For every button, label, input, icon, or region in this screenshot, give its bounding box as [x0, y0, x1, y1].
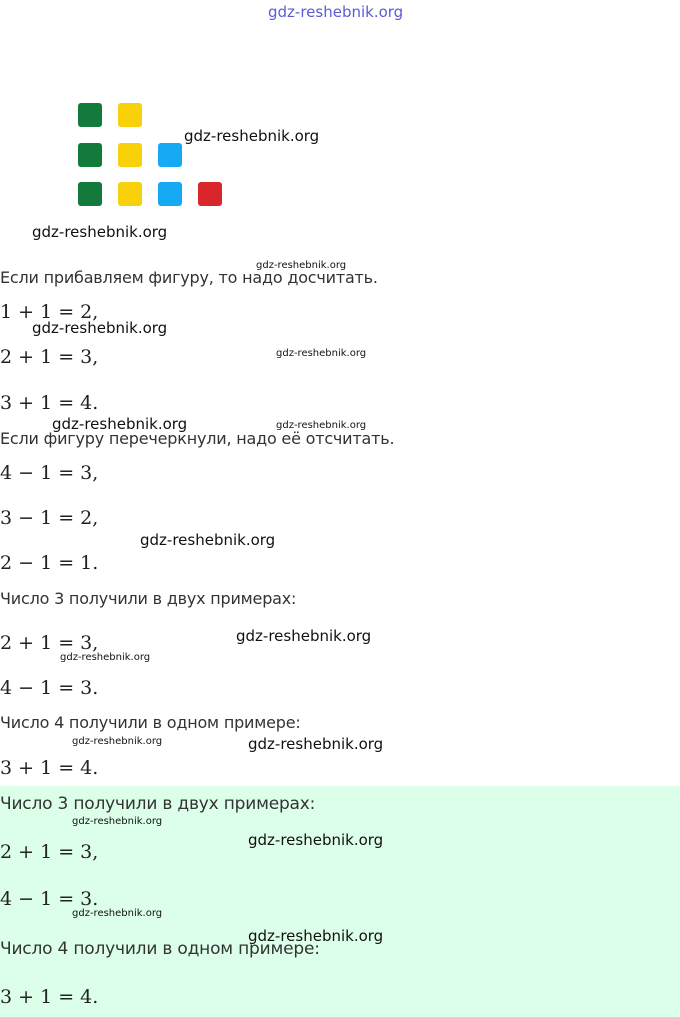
three-text: Число 3 получили в двух примерах: — [0, 589, 297, 608]
four-text: Число 4 получили в одном примере: — [0, 713, 301, 732]
answer-equation: 4 − 1 = 3. — [0, 888, 99, 910]
watermark: gdz-reshebnik.org — [72, 908, 163, 919]
square-blue — [158, 182, 182, 206]
add-rule-text: Если прибавляем фигуру, то надо досчитать. — [0, 268, 378, 287]
square-yellow — [118, 182, 142, 206]
equation: 2 + 1 = 3, — [0, 346, 99, 368]
equation: 2 + 1 = 3, — [0, 632, 99, 654]
watermark: gdz-reshebnik.org — [140, 531, 276, 549]
watermark: gdz-reshebnik.org — [32, 319, 168, 337]
equation: 4 − 1 = 3. — [0, 677, 99, 699]
watermark: gdz-reshebnik.org — [248, 927, 384, 945]
equation: 2 − 1 = 1. — [0, 552, 99, 574]
equation: 3 + 1 = 4. — [0, 757, 99, 779]
equation: 3 + 1 = 4. — [0, 392, 99, 414]
watermark: gdz-reshebnik.org — [256, 260, 347, 271]
equation: 4 − 1 = 3, — [0, 462, 99, 484]
watermark: gdz-reshebnik.org — [184, 127, 320, 145]
watermark: gdz-reshebnik.org — [32, 223, 168, 241]
watermark: gdz-reshebnik.org — [72, 816, 163, 827]
square-green — [78, 182, 102, 206]
watermark: gdz-reshebnik.org — [72, 736, 163, 747]
answer-four-text: Число 4 получили в одном примере: — [0, 939, 320, 959]
square-green — [78, 103, 102, 127]
equation: 1 + 1 = 2, — [0, 301, 99, 323]
equation: 3 − 1 = 2, — [0, 507, 99, 529]
square-yellow — [118, 103, 142, 127]
watermark: gdz-reshebnik.org — [60, 652, 151, 663]
answer-equation: 3 + 1 = 4. — [0, 986, 99, 1008]
square-red — [198, 182, 222, 206]
sub-rule-text: Если фигуру перечеркнули, надо её отсчитать. — [0, 429, 395, 448]
watermark: gdz-reshebnik.org — [276, 420, 367, 431]
watermark: gdz-reshebnik.org — [52, 415, 188, 433]
watermark: gdz-reshebnik.org — [248, 735, 384, 753]
square-yellow — [118, 143, 142, 167]
watermark: gdz-reshebnik.org — [248, 831, 384, 849]
watermark: gdz-reshebnik.org — [276, 348, 367, 359]
answer-three-text: Число 3 получили в двух примерах: — [0, 794, 316, 814]
square-green — [78, 143, 102, 167]
watermark: gdz-reshebnik.org — [236, 627, 372, 645]
square-blue — [158, 143, 182, 167]
watermark: gdz-reshebnik.org — [268, 3, 404, 21]
answer-equation: 2 + 1 = 3, — [0, 841, 99, 863]
